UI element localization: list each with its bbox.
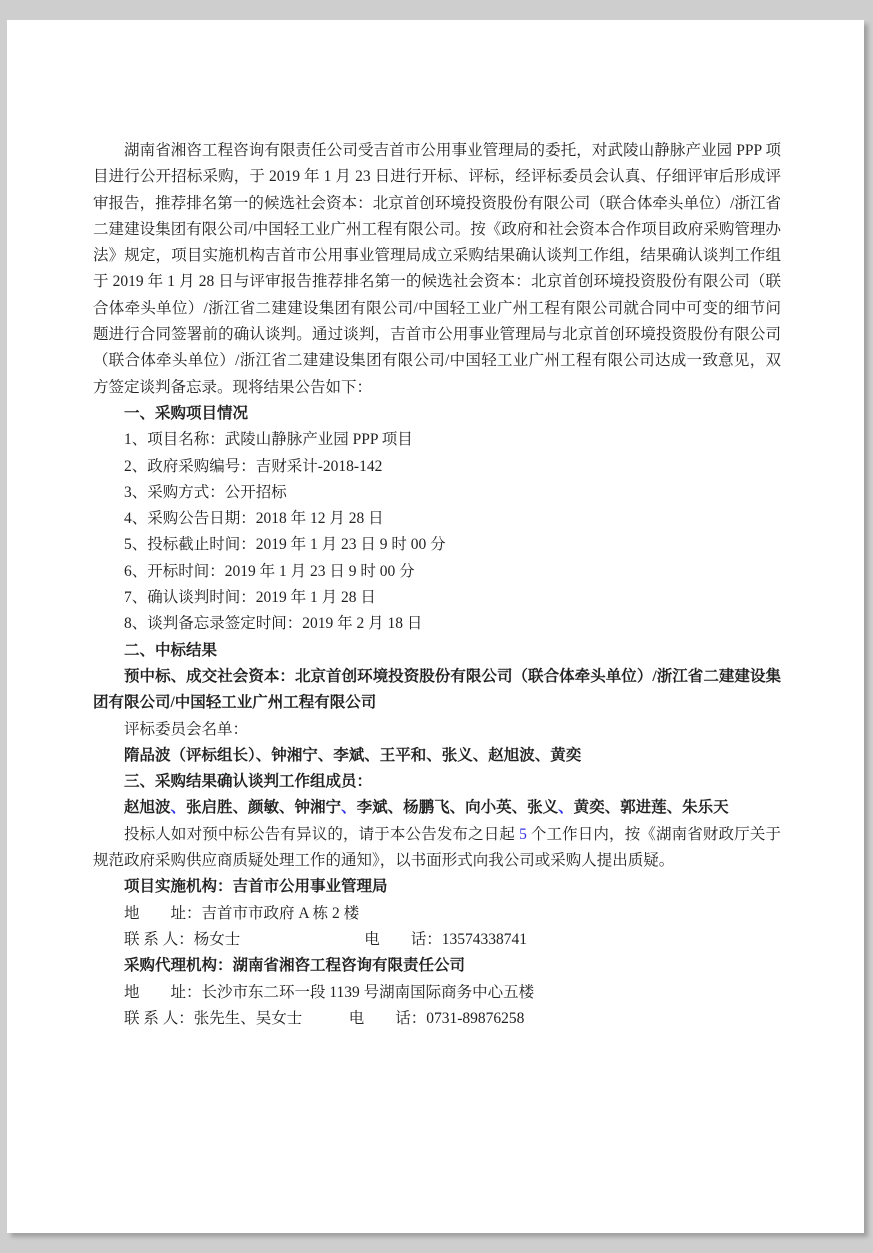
- text-run: 三、采购结果确认谈判工作组成员：: [124, 773, 373, 791]
- text-run: 项目实施机构：吉首市公用事业管理局: [124, 878, 388, 896]
- section-2-heading: [93, 638, 781, 664]
- text-run: 二、中标结果: [124, 641, 218, 659]
- text-run: 隋品波（评标组长）、钟湘宁、李斌、王平和、张义、赵旭波、黄奕: [124, 746, 582, 764]
- highlighted-text-run: 、: [341, 799, 357, 817]
- document-page: [7, 20, 864, 1233]
- item-4-announcement-date: [93, 506, 781, 532]
- section-3-heading: [93, 769, 781, 795]
- text-run: 投标人如对预中标公告有异议的，请于本公告发布之日起: [124, 825, 520, 843]
- text-run: 5、投标截止时间：2019 年 1 月 23 日 9 时 00 分: [124, 536, 446, 554]
- implementing-agency-line: [93, 874, 781, 900]
- document-content: [93, 138, 781, 1032]
- evaluation-committee-names: [93, 743, 781, 769]
- text-run: 1、项目名称：武陵山静脉产业园 PPP 项目: [124, 431, 413, 449]
- item-5-bid-deadline: [93, 532, 781, 558]
- text-run: 李斌、杨鹏飞、向小英、张义: [356, 799, 559, 817]
- text-run: 湖南省湘咨工程咨询有限责任公司受吉首市公用事业管理局的委托，对武陵山静脉产业园 PPP 项目进行公开招标采购，于 2019 年 1 月 23 日进行开标、评标，经评标委员会认真、仔细评审后形成评审报告，推荐排名第一的候选社会资本：北京首创环境投资股份有限公司（联合体牵头单位）/浙江省二建建设集团有限公司/中国轻工业广州工程有限公司。按《政府和社会资本合作项目政府采购管理办法》规定，项目实施机构吉首市公用事业管理局成立采购结果确认谈判工作组，结果确认谈判工作组于 2019 年 1 月 28 日与评审报告推荐排名第一的候选社会资本：北京首创环境投资股份有限公司（联合体牵头单位）/浙江省二建建设集团有限公司/中国轻工业广州工程有限公司就合同中可变的细节问题进行合同签署前的确认谈判。通过谈判，吉首市公用事业管理局与北京首创环境投资股份有限公司（联合体牵头单位）/浙江省二建建设集团有限公司/中国轻工业广州工程有限公司达成一致意见，双方签定谈判备忘录。现将结果公告如下：: [93, 142, 781, 396]
- highlighted-text-run: 、: [170, 799, 187, 817]
- item-8-memo-signing-time: [93, 611, 781, 637]
- highlighted-text-run: 5: [519, 825, 527, 843]
- item-7-confirmation-negotiation-time: [93, 585, 781, 611]
- procurement-agency-line: [93, 953, 781, 979]
- section-1-heading: [93, 401, 781, 427]
- procurement-agency-contact-line: [93, 1006, 781, 1032]
- text-run: 3、采购方式：公开招标: [124, 483, 287, 501]
- text-run: 一、采购项目情况: [124, 404, 249, 422]
- item-2-procurement-number: [93, 454, 781, 480]
- text-run: 预中标、成交社会资本：北京首创环境投资股份有限公司（联合体牵头单位）/浙江省二建建设集团有限公司/中国轻工业广州工程有限公司: [93, 667, 781, 712]
- text-run: 赵旭波: [124, 799, 171, 817]
- text-run: 评标委员会名单：: [124, 720, 249, 738]
- item-6-bid-opening-time: [93, 559, 781, 585]
- text-run: 联 系 人：杨女士 电 话：13574338741: [124, 930, 528, 948]
- objection-paragraph: [93, 822, 781, 875]
- evaluation-committee-label: [93, 717, 781, 743]
- intro-paragraph: [93, 138, 781, 401]
- text-run: 8、谈判备忘录签定时间：2019 年 2 月 18 日: [124, 615, 423, 633]
- pre-award-paragraph: [93, 664, 781, 717]
- highlighted-text-run: 、: [558, 799, 574, 817]
- text-run: 黄奕、郭进莲、朱乐天: [573, 799, 729, 817]
- item-3-procurement-method: [93, 480, 781, 506]
- implementing-agency-address-line: [93, 901, 781, 927]
- text-run: 地 址：吉首市市政府 A 栋 2 楼: [124, 904, 360, 922]
- text-run: 2、政府采购编号：吉财采计-2018-142: [124, 457, 383, 475]
- text-run: 张启胜、颜敏、钟湘宁: [186, 799, 342, 817]
- text-run: 联 系 人：张先生、吴女士 电 话：0731-89876258: [124, 1009, 525, 1027]
- text-run: 采购代理机构：湖南省湘咨工程咨询有限责任公司: [124, 957, 466, 975]
- negotiation-group-members: [93, 795, 781, 821]
- text-run: 个工作日内，按《湖南省财政厅关于规范政府采购供应商质疑处理工作的通知》，以书面形式向我公司或采购人提出质疑。: [93, 825, 781, 870]
- procurement-agency-address-line: [93, 980, 781, 1006]
- text-run: 4、采购公告日期：2018 年 12 月 28 日: [124, 510, 384, 528]
- item-1-project-name: [93, 427, 781, 453]
- text-run: 地 址：长沙市东二环一段 1139 号湖南国际商务中心五楼: [124, 983, 535, 1001]
- implementing-agency-contact-line: [93, 927, 781, 953]
- text-run: 6、开标时间：2019 年 1 月 23 日 9 时 00 分: [124, 562, 415, 580]
- text-run: 7、确认谈判时间：2019 年 1 月 28 日: [124, 589, 376, 607]
